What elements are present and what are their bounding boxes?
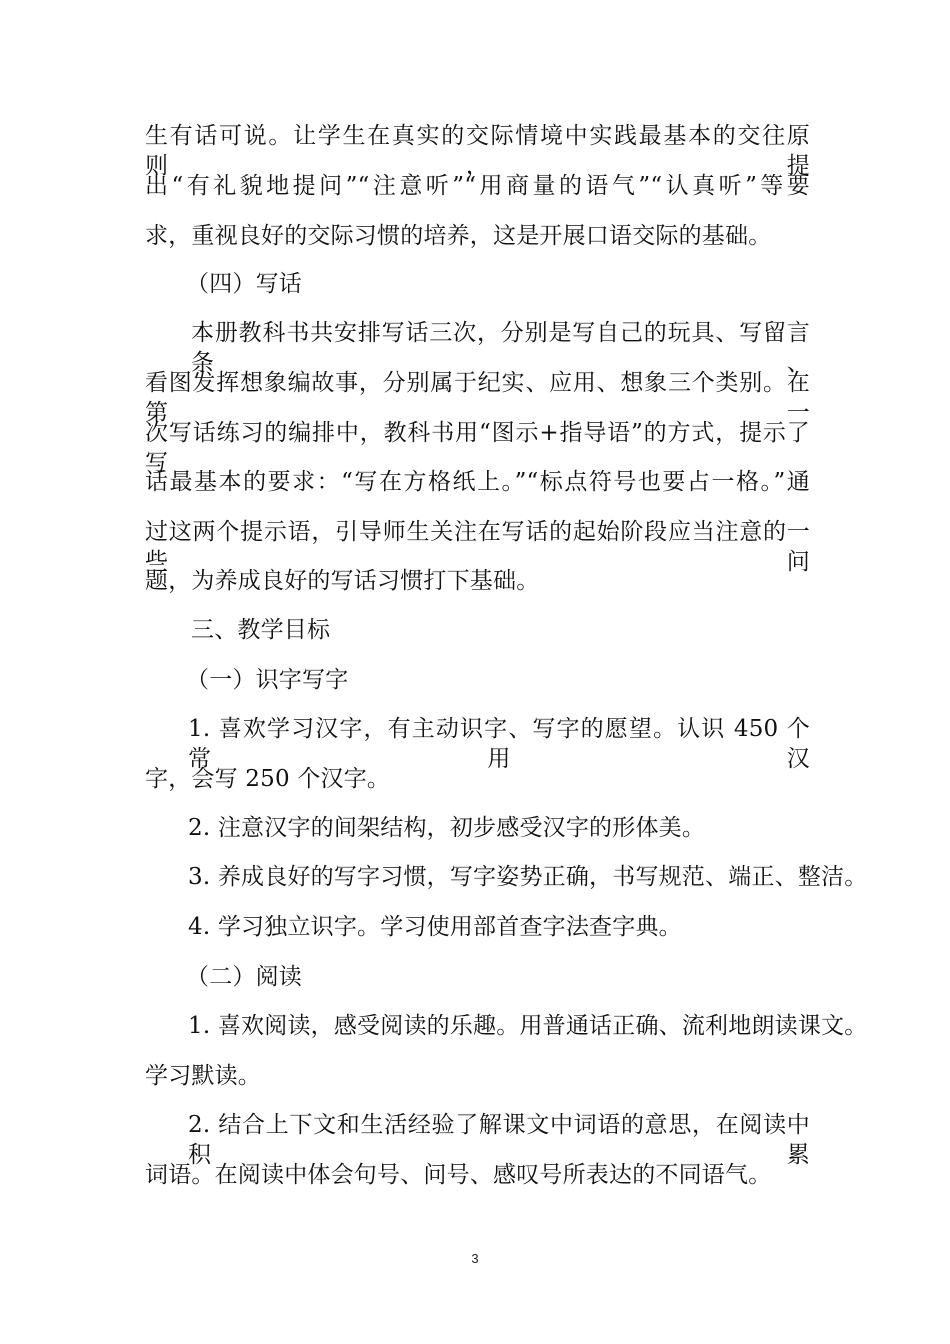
list-item: 2. 注意汉字的间架结构，初步感受汉字的形体美。 (188, 815, 706, 841)
text-line: 求，重视良好的交际习惯的培养，这是开展口语交际的基础。 (145, 223, 772, 249)
text-line: 本册教科书共安排写话三次，分别是写自己的玩具、写留言条、 (191, 320, 810, 376)
list-item: 2. 结合上下文和生活经验了解课文中词语的意思，在阅读中积累 (188, 1112, 810, 1168)
text-line: 学习默读。 (145, 1063, 261, 1089)
section-heading: （四）写话 (186, 271, 302, 297)
text-line: 话最基本的要求：“写在方格纸上。”“标点符号也要占一格。”通 (145, 469, 810, 495)
text-line: 词语。在阅读中体会句号、问号、感叹号所表达的不同语气。 (145, 1162, 772, 1188)
list-item: 3. 养成良好的写字习惯，写字姿势正确，书写规范、端正、整洁。 (188, 864, 868, 890)
page-number: 3 (471, 1251, 479, 1266)
section-heading: （二）阅读 (186, 964, 302, 990)
list-item: 1. 喜欢阅读，感受阅读的乐趣。用普通话正确、流利地朗读课文。 (188, 1013, 868, 1039)
text-line: 生有话可说。让学生在真实的交际情境中实践最基本的交往原则，提 (145, 123, 810, 179)
list-item: 4. 学习独立识字。学习使用部首查字法查字典。 (188, 914, 682, 940)
text-line: 出“有礼貌地提问”“注意听”“用商量的语气”“认真听”等要 (145, 173, 810, 199)
section-heading: （一）识字写字 (186, 667, 349, 693)
text-line: 看图发挥想象编故事，分别属于纪实、应用、想象三个类别。在第一 (145, 370, 810, 426)
text-line: 次写话练习的编排中，教科书用“图示+指导语”的方式，提示了写 (145, 420, 810, 476)
text-line: 过这两个提示语，引导师生关注在写话的起始阶段应当注意的一些问 (145, 519, 810, 575)
list-item: 1. 喜欢学习汉字，有主动识字、写字的愿望。认识 450 个常用汉 (188, 716, 810, 772)
chapter-heading: 三、教学目标 (191, 617, 331, 643)
text-line: 题，为养成良好的写话习惯打下基础。 (145, 568, 540, 594)
text-line: 字，会写 250 个汉字。 (145, 766, 391, 792)
